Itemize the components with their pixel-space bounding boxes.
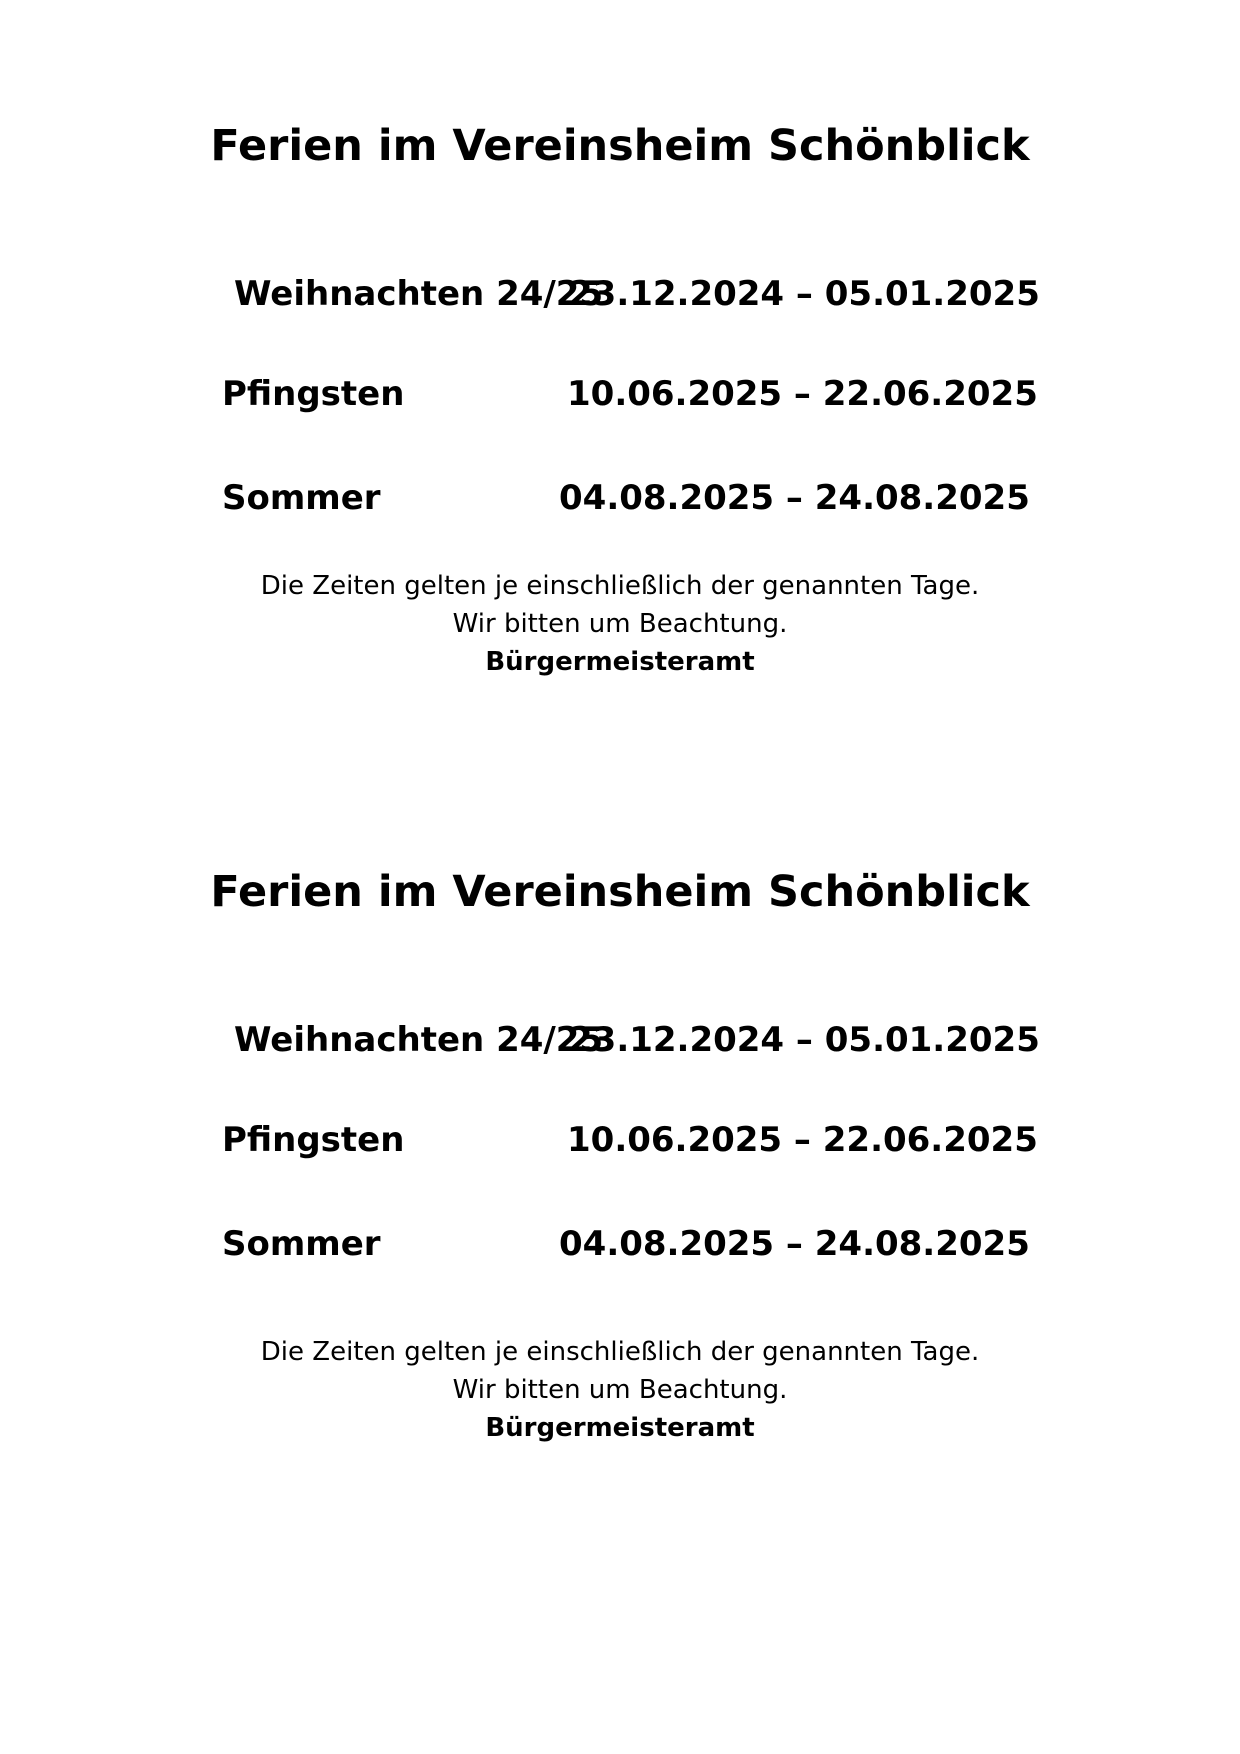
notice-title: Ferien im Vereinsheim Schönblick <box>210 867 1030 917</box>
holiday-dates-christmas: 23.12.2024 – 05.01.2025 <box>569 274 1040 314</box>
holiday-label-summer: Sommer <box>222 1224 381 1264</box>
notice-signature: Bürgermeisteramt <box>485 647 755 677</box>
holiday-dates-summer: 04.08.2025 – 24.08.2025 <box>559 478 1030 518</box>
holiday-dates-pentecost: 10.06.2025 – 22.06.2025 <box>567 1120 1038 1160</box>
holiday-label-christmas: Weihnachten 24/25 <box>234 1020 604 1060</box>
notice-footer <box>0 1333 1240 1447</box>
notice-footer <box>0 567 1240 681</box>
holiday-dates-summer: 04.08.2025 – 24.08.2025 <box>559 1224 1030 1264</box>
holiday-notice <box>0 0 1240 677</box>
notice-note: Die Zeiten gelten je einschließlich der genannten Tage. <box>260 1337 980 1367</box>
notice-title: Ferien im Vereinsheim Schönblick <box>210 121 1030 171</box>
notice-request: Wir bitten um Beachtung. <box>452 1375 788 1405</box>
holiday-label-pentecost: Pfingsten <box>222 374 405 414</box>
notice-request: Wir bitten um Beachtung. <box>452 609 788 639</box>
holiday-label-summer: Sommer <box>222 478 381 518</box>
holiday-notice <box>0 746 1240 1443</box>
notice-note: Die Zeiten gelten je einschließlich der genannten Tage. <box>260 571 980 601</box>
holiday-label-pentecost: Pfingsten <box>222 1120 405 1160</box>
holiday-label-christmas: Weihnachten 24/25 <box>234 274 604 314</box>
holiday-dates-pentecost: 10.06.2025 – 22.06.2025 <box>567 374 1038 414</box>
notice-signature: Bürgermeisteramt <box>485 1413 755 1443</box>
holiday-dates-christmas: 23.12.2024 – 05.01.2025 <box>569 1020 1040 1060</box>
